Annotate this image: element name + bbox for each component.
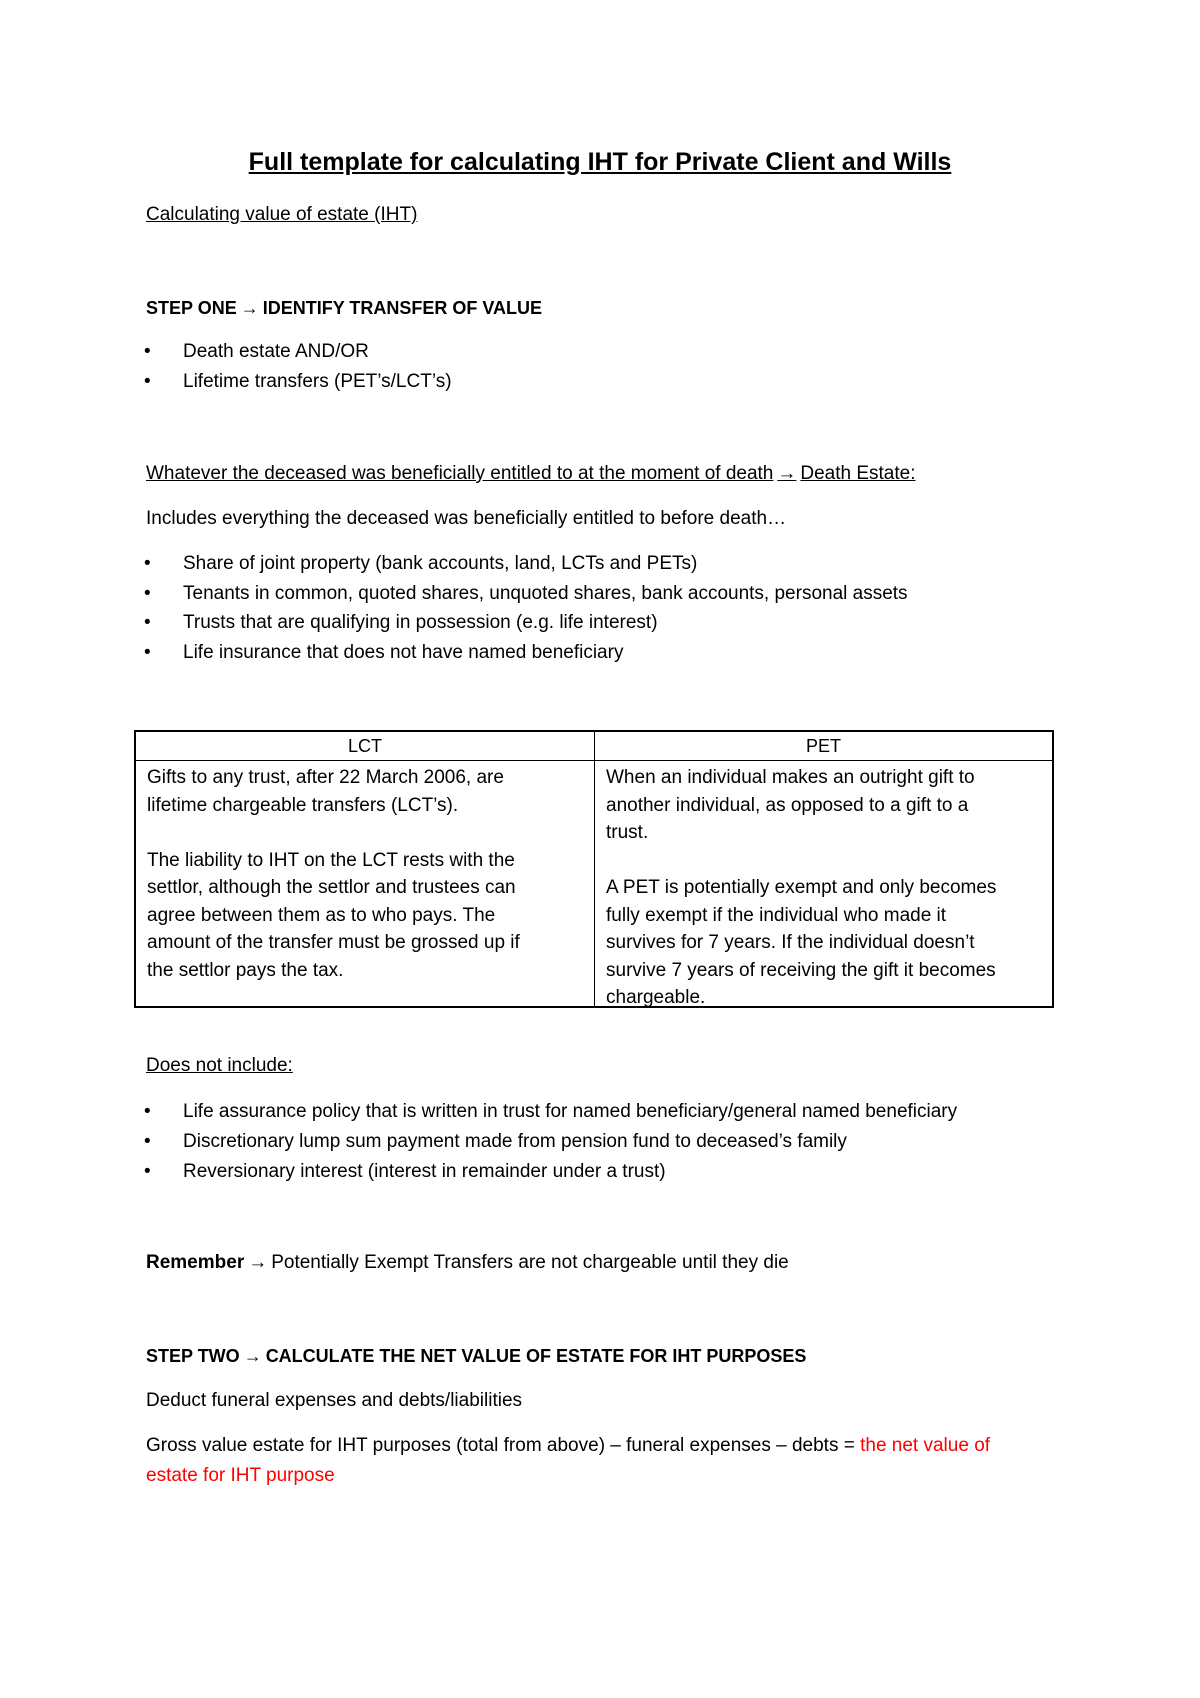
step-two-label: STEP TWO [146, 1346, 240, 1366]
page-title: Full template for calculating IHT for Private Client and Wills [248, 148, 952, 176]
list-item: Trusts that are qualifying in possession (e.g. life interest) [183, 612, 658, 633]
table-header-lct: LCT [347, 736, 382, 756]
cell-line: another individual, as opposed to a gift to a [606, 794, 969, 816]
cell-line: Gifts to any trust, after 22 March 2006, are [147, 767, 504, 788]
cell-line: survives for 7 years. If the individual doesn’t [606, 932, 975, 953]
bullet-icon: • [144, 1161, 151, 1182]
section-subtitle: Calculating value of estate (IHT) [146, 204, 418, 225]
death-estate-heading-text: Whatever the deceased was beneficially entitled to at the moment of death [146, 463, 774, 484]
death-estate-intro: Includes everything the deceased was beneficially entitled to before death… [146, 508, 787, 529]
cell-line: the settlor pays the tax. [147, 959, 344, 981]
formula-result-continued: estate for IHT purpose [146, 1465, 335, 1486]
bullet-icon: • [144, 642, 151, 663]
list-item: Death estate AND/OR [183, 341, 369, 362]
list-item: Life insurance that does not have named beneficiary [183, 642, 624, 663]
formula-text: Gross value estate for IHT purposes (total from above) – funeral expenses – debts = [146, 1435, 861, 1456]
remember-label: Remember [146, 1252, 245, 1273]
step-one-title: IDENTIFY TRANSFER OF VALUE [262, 298, 543, 318]
bullet-icon: • [144, 371, 151, 392]
arrow-right-icon: → [240, 298, 259, 318]
lct-pet-table [134, 730, 1054, 1008]
bullet-icon: • [144, 341, 151, 362]
list-item: Reversionary interest (interest in remainder under a trust) [183, 1161, 666, 1182]
table-cell-pet [606, 764, 1046, 1012]
bullet-icon: • [144, 583, 151, 604]
formula-result: the net value of [860, 1435, 991, 1456]
step-two-title: CALCULATE THE NET VALUE OF ESTATE FOR IHT PURPOSES [265, 1346, 807, 1366]
list-item: Discretionary lump sum payment made from pension fund to deceased’s family [183, 1131, 847, 1152]
arrow-right-icon: → [243, 1346, 262, 1366]
table-header-pet: PET [805, 736, 841, 756]
step-one-label: STEP ONE [146, 298, 237, 318]
cell-line: amount of the transfer must be grossed up if [147, 932, 520, 953]
table-cell-lct [147, 764, 587, 984]
arrow-right-icon: → [777, 463, 797, 484]
list-item: Life assurance policy that is written in trust for named beneficiary/general named beneficiary [183, 1101, 958, 1122]
arrow-right-icon: → [248, 1252, 268, 1273]
net-value-formula [146, 1434, 990, 1458]
step-one-heading [146, 296, 542, 320]
table-divider [594, 732, 595, 1006]
cell-line: survive 7 years of receiving the gift it becomes [606, 959, 996, 981]
death-estate-heading-label: Death Estate: [800, 463, 916, 484]
cell-line: chargeable. [606, 987, 706, 1008]
cell-line: The liability to IHT on the LCT rests with the [147, 849, 515, 871]
list-item: Lifetime transfers (PET’s/LCT’s) [183, 371, 452, 392]
step-two-heading [146, 1344, 806, 1368]
does-not-include-heading: Does not include: [146, 1055, 293, 1076]
list-item: Share of joint property (bank accounts, land, LCTs and PETs) [183, 553, 698, 574]
cell-line: When an individual makes an outright gift to [606, 767, 975, 788]
bullet-icon: • [144, 553, 151, 574]
remember-text: Potentially Exempt Transfers are not chargeable until they die [271, 1252, 789, 1273]
bullet-icon: • [144, 1131, 151, 1152]
cell-line: trust. [606, 822, 649, 843]
table-divider [136, 760, 1052, 761]
bullet-icon: • [144, 612, 151, 633]
cell-line: fully exempt if the individual who made it [606, 904, 947, 926]
cell-line: agree between them as to who pays. The [147, 904, 496, 926]
cell-line: settlor, although the settlor and trustees can [147, 877, 516, 898]
death-estate-heading [146, 462, 916, 486]
bullet-icon: • [144, 1101, 151, 1122]
list-item: Tenants in common, quoted shares, unquoted shares, bank accounts, personal assets [183, 583, 908, 604]
step-two-line: Deduct funeral expenses and debts/liabilities [146, 1390, 523, 1411]
remember-note [146, 1251, 789, 1275]
cell-line: lifetime chargeable transfers (LCT’s). [147, 794, 459, 816]
cell-line: A PET is potentially exempt and only becomes [606, 877, 997, 898]
